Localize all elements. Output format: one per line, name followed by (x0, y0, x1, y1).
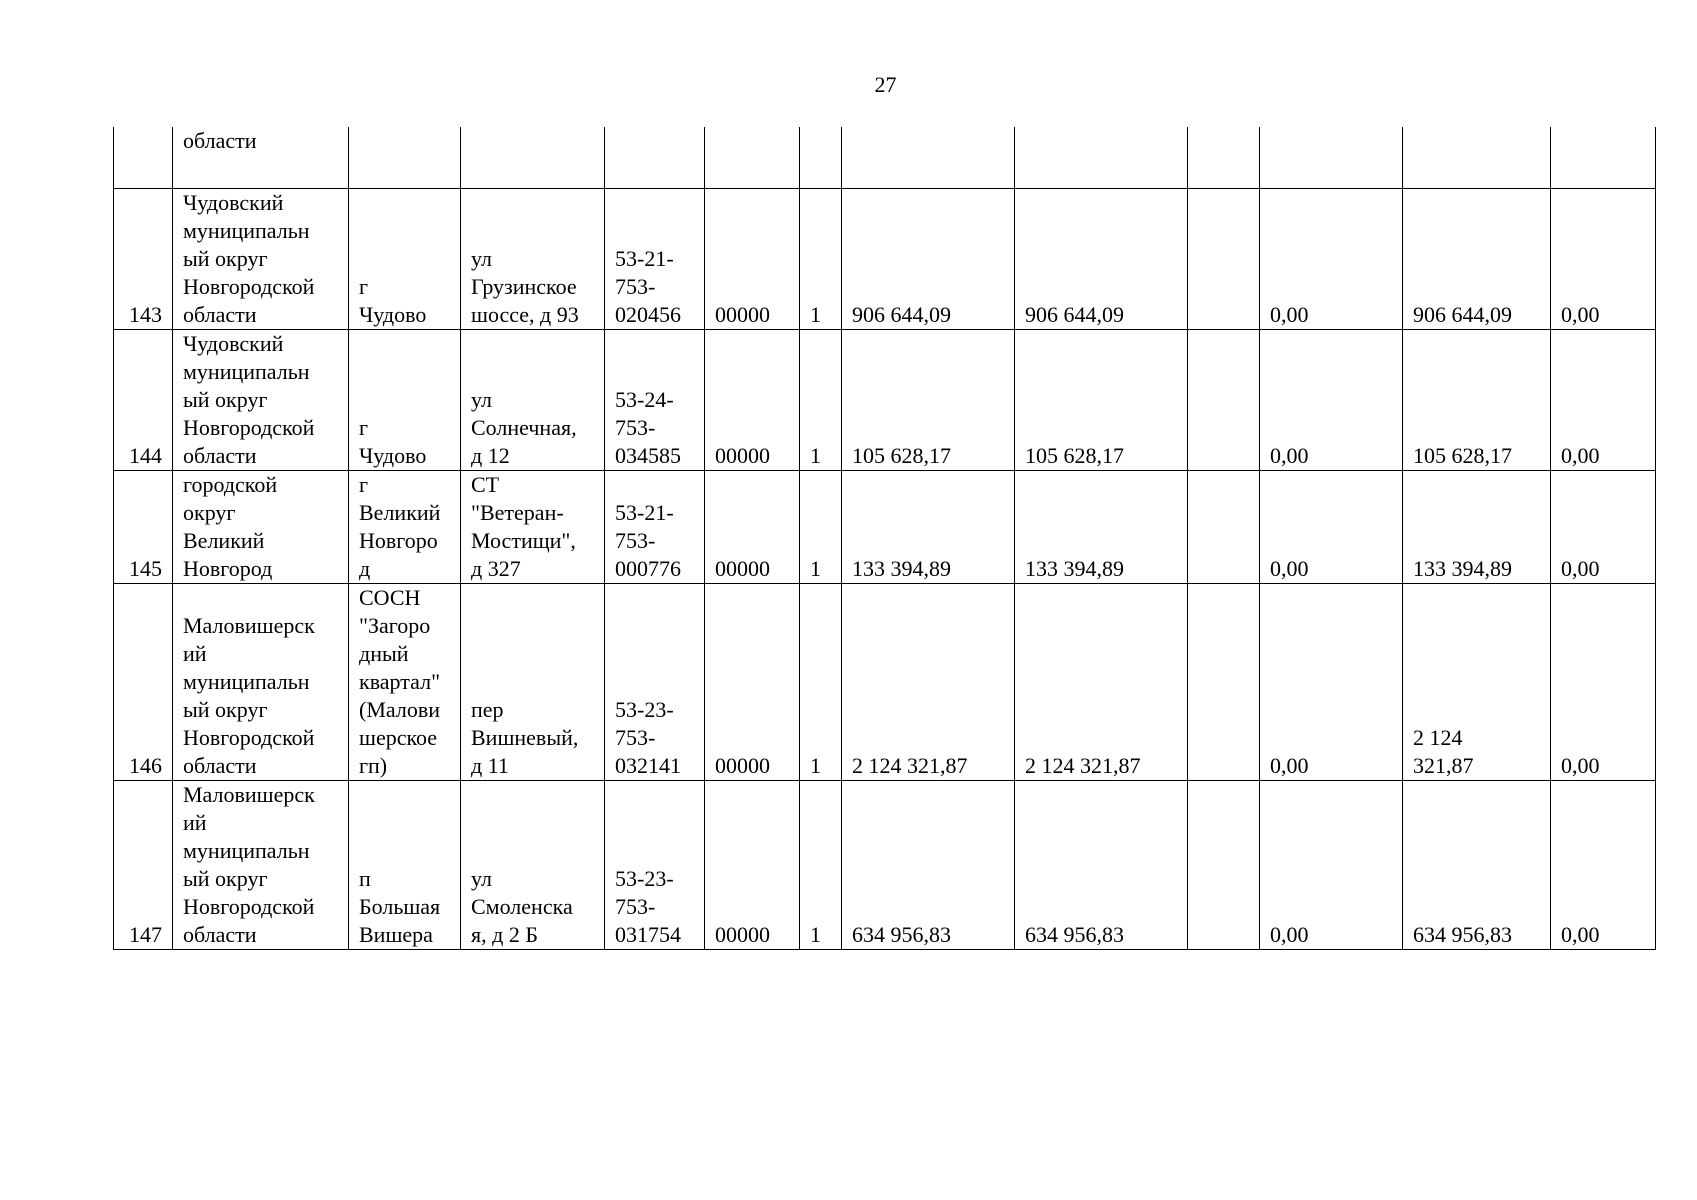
municipality-cell: Маловишерск ий муниципальн ый округ Новгородской области (173, 583, 349, 780)
count-cell: 1 (800, 329, 842, 470)
row-number: 145 (114, 470, 173, 583)
amount-a-cell (1015, 127, 1188, 188)
amount-d-cell: 634 956,83 (1403, 780, 1551, 949)
address-cell: ул Солнечная, д 12 (461, 329, 605, 470)
register-table (113, 127, 1656, 950)
count-cell: 1 (800, 470, 842, 583)
zeros-cell (705, 127, 800, 188)
total-cell (842, 127, 1015, 188)
municipality-cell: городской округ Великий Новгород (173, 470, 349, 583)
table-row (114, 470, 1656, 583)
row-number: 143 (114, 188, 173, 329)
address-cell: пер Вишневый, д 11 (461, 583, 605, 780)
amount-c-cell: 0,00 (1260, 583, 1403, 780)
municipality-cell: Чудовский муниципальн ый округ Новгородской области (173, 329, 349, 470)
table-row (114, 780, 1656, 949)
amount-e-cell: 0,00 (1551, 188, 1656, 329)
count-cell: 1 (800, 583, 842, 780)
settlement-cell: п Большая Вишера (349, 780, 461, 949)
amount-c-cell: 0,00 (1260, 188, 1403, 329)
row-number: 146 (114, 583, 173, 780)
amount-e-cell: 0,00 (1551, 780, 1656, 949)
address-cell: СТ "Ветеран- Мостищи", д 327 (461, 470, 605, 583)
code-cell: 53-21- 753- 000776 (605, 470, 705, 583)
amount-d-cell: 105 628,17 (1403, 329, 1551, 470)
amount-d-cell: 133 394,89 (1403, 470, 1551, 583)
code-cell: 53-23- 753- 032141 (605, 583, 705, 780)
count-cell (800, 127, 842, 188)
amount-e-cell: 0,00 (1551, 583, 1656, 780)
amount-a-cell: 2 124 321,87 (1015, 583, 1188, 780)
amount-e-cell: 0,00 (1551, 470, 1656, 583)
zeros-cell: 00000 (705, 583, 800, 780)
address-cell: ул Грузинское шоссе, д 93 (461, 188, 605, 329)
settlement-cell (349, 127, 461, 188)
municipality-cell: области (173, 127, 349, 188)
zeros-cell: 00000 (705, 188, 800, 329)
amount-c-cell: 0,00 (1260, 329, 1403, 470)
total-cell: 133 394,89 (842, 470, 1015, 583)
code-cell (605, 127, 705, 188)
amount-c-cell (1260, 127, 1403, 188)
municipality-cell: Маловишерск ий муниципальн ый округ Новгородской области (173, 780, 349, 949)
zeros-cell: 00000 (705, 470, 800, 583)
amount-a-cell: 105 628,17 (1015, 329, 1188, 470)
amount-b-cell (1188, 127, 1260, 188)
table-row (114, 188, 1656, 329)
count-cell: 1 (800, 188, 842, 329)
amount-b-cell (1188, 780, 1260, 949)
total-cell: 105 628,17 (842, 329, 1015, 470)
count-cell: 1 (800, 780, 842, 949)
amount-c-cell: 0,00 (1260, 470, 1403, 583)
total-cell: 634 956,83 (842, 780, 1015, 949)
table-row (114, 583, 1656, 780)
amount-d-cell (1403, 127, 1551, 188)
amount-c-cell: 0,00 (1260, 780, 1403, 949)
zeros-cell: 00000 (705, 329, 800, 470)
amount-b-cell (1188, 583, 1260, 780)
amount-b-cell (1188, 470, 1260, 583)
table-row (114, 127, 1656, 188)
row-number (114, 127, 173, 188)
amount-b-cell (1188, 329, 1260, 470)
amount-d-cell: 2 124 321,87 (1403, 583, 1551, 780)
page-number: 27 (874, 72, 897, 97)
code-cell: 53-23- 753- 031754 (605, 780, 705, 949)
settlement-cell: г Великий Новгоро д (349, 470, 461, 583)
amount-e-cell: 0,00 (1551, 329, 1656, 470)
total-cell: 2 124 321,87 (842, 583, 1015, 780)
row-number: 144 (114, 329, 173, 470)
settlement-cell: г Чудово (349, 329, 461, 470)
amount-a-cell: 133 394,89 (1015, 470, 1188, 583)
settlement-cell: г Чудово (349, 188, 461, 329)
municipality-cell: Чудовский муниципальн ый округ Новгородской области (173, 188, 349, 329)
amount-a-cell: 906 644,09 (1015, 188, 1188, 329)
total-cell: 906 644,09 (842, 188, 1015, 329)
code-cell: 53-21- 753- 020456 (605, 188, 705, 329)
amount-d-cell: 906 644,09 (1403, 188, 1551, 329)
amount-e-cell (1551, 127, 1656, 188)
row-number: 147 (114, 780, 173, 949)
address-cell (461, 127, 605, 188)
amount-a-cell: 634 956,83 (1015, 780, 1188, 949)
zeros-cell: 00000 (705, 780, 800, 949)
address-cell: ул Смоленска я, д 2 Б (461, 780, 605, 949)
amount-b-cell (1188, 188, 1260, 329)
code-cell: 53-24- 753- 034585 (605, 329, 705, 470)
table-row (114, 329, 1656, 470)
settlement-cell: СОСН "Загоро дный квартал" (Малови шерское гп) (349, 583, 461, 780)
